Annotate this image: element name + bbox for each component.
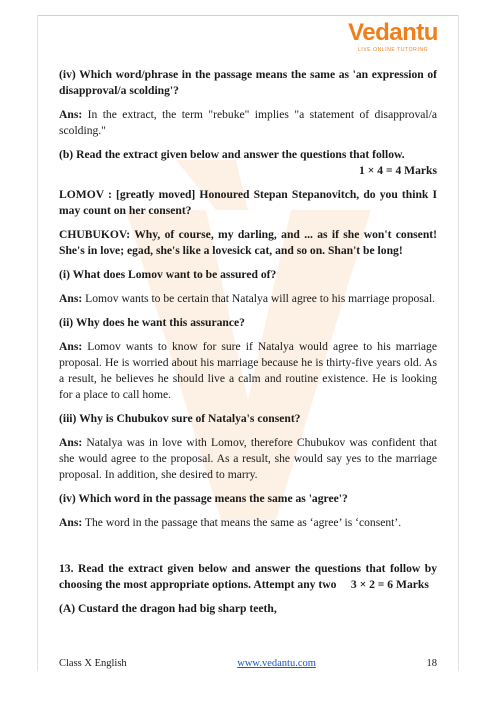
section-b-marks: 1 × 4 = 4 Marks <box>359 164 437 177</box>
answer-text: In the extract, the term "rebuke" implies "a statement of disapproval/a scolding." <box>59 108 437 137</box>
page-border-left <box>37 15 38 671</box>
answer-label: Ans: <box>59 436 83 449</box>
answer-label: Ans: <box>59 340 83 353</box>
logo-wordmark: Vedantu <box>348 19 438 46</box>
extract-chubukov: CHUBUKOV: Why, of course, my darling, and ... as if she won't consent! She's in love; egad, she's like a lovesick cat, and so on. Shan't be long! <box>59 228 437 257</box>
section-spacer <box>59 539 437 561</box>
answer-text: Natalya was in love with Lomov, therefore Chubukov was confident that she would agree to the proposal. As a result, she would say yes to the marriage proposal. In addition, she desired to marry. <box>59 436 437 481</box>
answer-iv-b <box>59 515 437 531</box>
answer-ii <box>59 339 437 403</box>
logo-tagline: LIVE ONLINE TUTORING <box>357 47 429 53</box>
section-a-heading: (A) Custard the dragon had big sharp teeth, <box>59 602 277 615</box>
page-footer <box>59 658 437 669</box>
footer-website-link[interactable]: www.vedantu.com <box>237 658 316 669</box>
question-iv-b: (iv) Which word in the passage means the same as 'agree'? <box>59 492 348 505</box>
question-13-marks: 3 × 2 = 6 Marks <box>350 578 429 591</box>
answer-text: Lomov wants to be certain that Natalya will agree to his marriage proposal. <box>85 292 436 305</box>
vedantu-logo <box>338 20 448 53</box>
question-13-text: 13. Read the extract given below and answer the questions that follow by choosing the most appropriate options. Attempt any two <box>59 562 437 591</box>
extract-lomov: LOMOV : [greatly moved] Honoured Stepan Stepanovitch, do you think I may count on her consent? <box>59 188 437 217</box>
page-number: 18 <box>426 658 437 669</box>
answer-text: Lomov wants to know for sure if Natalya would agree to his marriage proposal. He is worried about his marriage because he is thirty-five years old. As a result, he believes he should live a calm and routine existence. He is looking for a place to call home. <box>59 340 438 401</box>
section-b-heading: (b) Read the extract given below and answer the questions that follow. <box>59 148 405 161</box>
question-iii: (iii) Why is Chubukov sure of Natalya's consent? <box>59 412 301 425</box>
page-border-top <box>37 15 459 16</box>
answer-iv-a <box>59 107 437 139</box>
answer-label: Ans: <box>59 108 83 121</box>
footer-class: Class X English <box>59 658 127 669</box>
question-ii: (ii) Why does he want this assurance? <box>59 316 245 329</box>
question-i: (i) What does Lomov want to be assured of? <box>59 268 277 281</box>
answer-i <box>59 291 437 307</box>
question-13 <box>59 561 437 593</box>
answer-label: Ans: <box>59 516 83 529</box>
answer-label: Ans: <box>59 292 83 305</box>
page-content <box>59 67 437 625</box>
page-border-right <box>458 15 459 671</box>
question-iv-a: (iv) Which word/phrase in the passage means the same as 'an expression of disapproval/a scolding'? <box>59 68 437 97</box>
answer-text: The word in the passage that means the same as ‘agree’ is ‘consent’. <box>84 516 402 529</box>
answer-iii <box>59 435 437 483</box>
